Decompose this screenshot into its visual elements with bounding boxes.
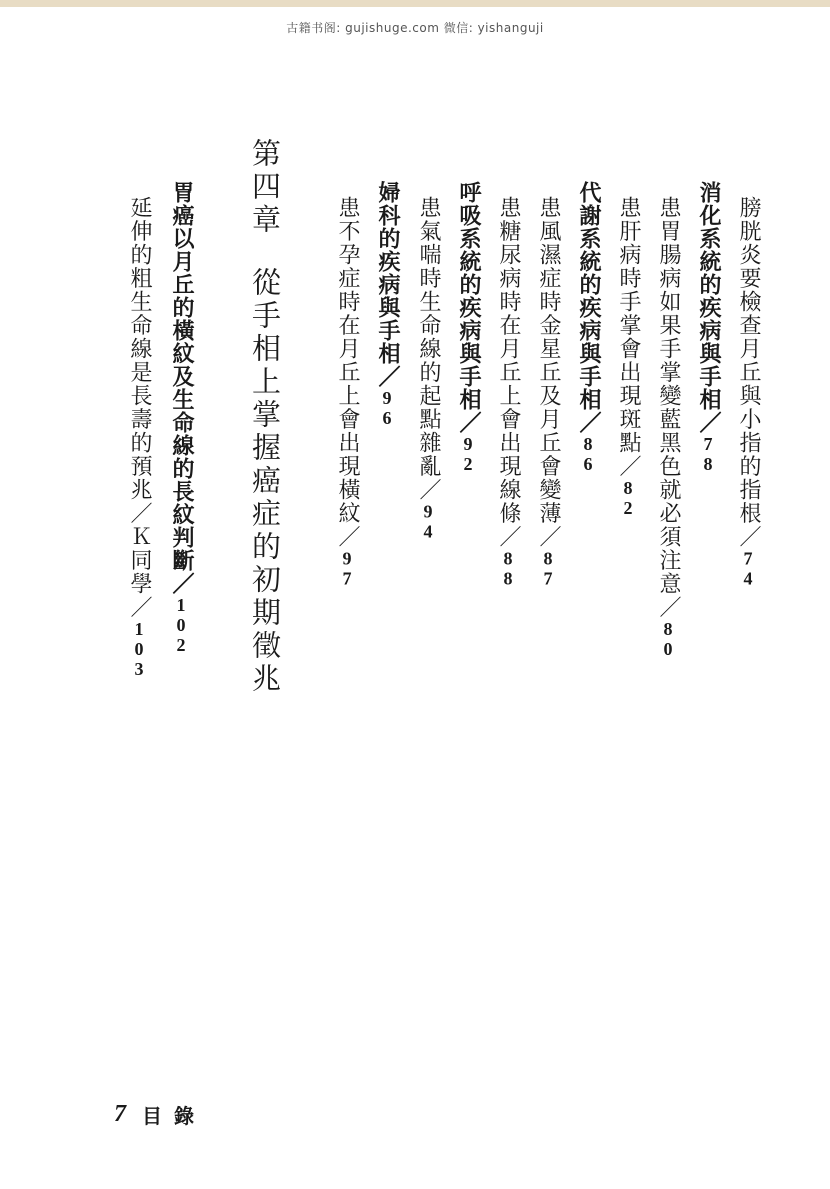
chapter-title: 從手相上掌握癌症的初期徵兆 [248, 267, 282, 696]
toc-entry-diabetes[interactable] [497, 196, 519, 589]
toc-page-number: 80 [658, 619, 678, 659]
toc-entry-longevity[interactable] [128, 196, 150, 679]
toc-entry-asthma[interactable] [417, 196, 439, 542]
toc-entry-rheumatism[interactable] [537, 196, 559, 589]
toc-entry-bladder[interactable] [737, 196, 759, 589]
toc-entry-text: 患氣喘時生命線的起點雜亂／ [416, 196, 441, 502]
toc-entry-text: 患胃腸病如果手掌變藍黑色就必須注意／ [656, 196, 681, 619]
toc-entry-text: 患不孕症時在月丘上會出現橫紋／ [335, 196, 360, 549]
toc-page-number: 74 [738, 548, 758, 589]
toc-entry-text: 患糖尿病時在月丘上會出現線條／ [496, 196, 521, 549]
footer-label: 目錄 [142, 1104, 206, 1128]
toc-page-number: 82 [618, 478, 638, 518]
toc-page-number: 86 [578, 434, 598, 474]
chapter-heading[interactable] [248, 138, 282, 696]
toc-page-number: 97 [337, 548, 357, 589]
toc-entry-infertility[interactable] [336, 196, 358, 589]
watermark-text: 古籍书阁: gujishuge.com 微信: yishanguji [286, 21, 544, 35]
toc-page-number: 102 [171, 595, 191, 655]
toc-entry-text: 延伸的粗生命線是長壽的預兆／Ｋ同學／ [127, 196, 152, 619]
toc-section-stomach-cancer[interactable] [170, 181, 192, 655]
toc-entry-text: 患肝病時手掌會出現斑點／ [616, 196, 641, 478]
toc-section-metabolic[interactable] [577, 181, 599, 474]
toc-section-text: 胃癌以月丘的橫紋及生命線的長紋判斷／ [169, 181, 194, 595]
page-footer [114, 1100, 206, 1129]
toc-page-number: 78 [698, 434, 718, 474]
toc-page-number: 94 [418, 501, 438, 542]
toc-page-number: 103 [129, 619, 149, 679]
toc-page-number: 87 [538, 548, 558, 589]
toc-section-text: 消化系統的疾病與手相／ [696, 181, 721, 434]
chapter-label: 第四章 [248, 138, 282, 237]
toc-entry-stomach[interactable] [657, 196, 679, 659]
toc-entry-text: 膀胱炎要檢查月丘與小指的指根／ [736, 196, 761, 549]
toc-section-text: 呼吸系統的疾病與手相／ [456, 181, 481, 434]
toc-section-text: 代謝系統的疾病與手相／ [576, 181, 601, 434]
toc-entry-liver[interactable] [617, 196, 639, 518]
toc-entry-text: 患風濕症時金星丘及月丘會變薄／ [536, 196, 561, 549]
toc-page-number: 96 [377, 388, 397, 428]
toc-section-text: 婦科的疾病與手相／ [375, 181, 400, 388]
footer-page-number: 7 [114, 1101, 126, 1127]
toc-page-number: 92 [458, 434, 478, 474]
toc-section-digestive[interactable] [697, 181, 719, 474]
toc-section-respiratory[interactable] [457, 181, 479, 474]
toc-section-gynecology[interactable] [376, 181, 398, 428]
top-border [0, 0, 830, 7]
toc-page-number: 88 [498, 548, 518, 589]
